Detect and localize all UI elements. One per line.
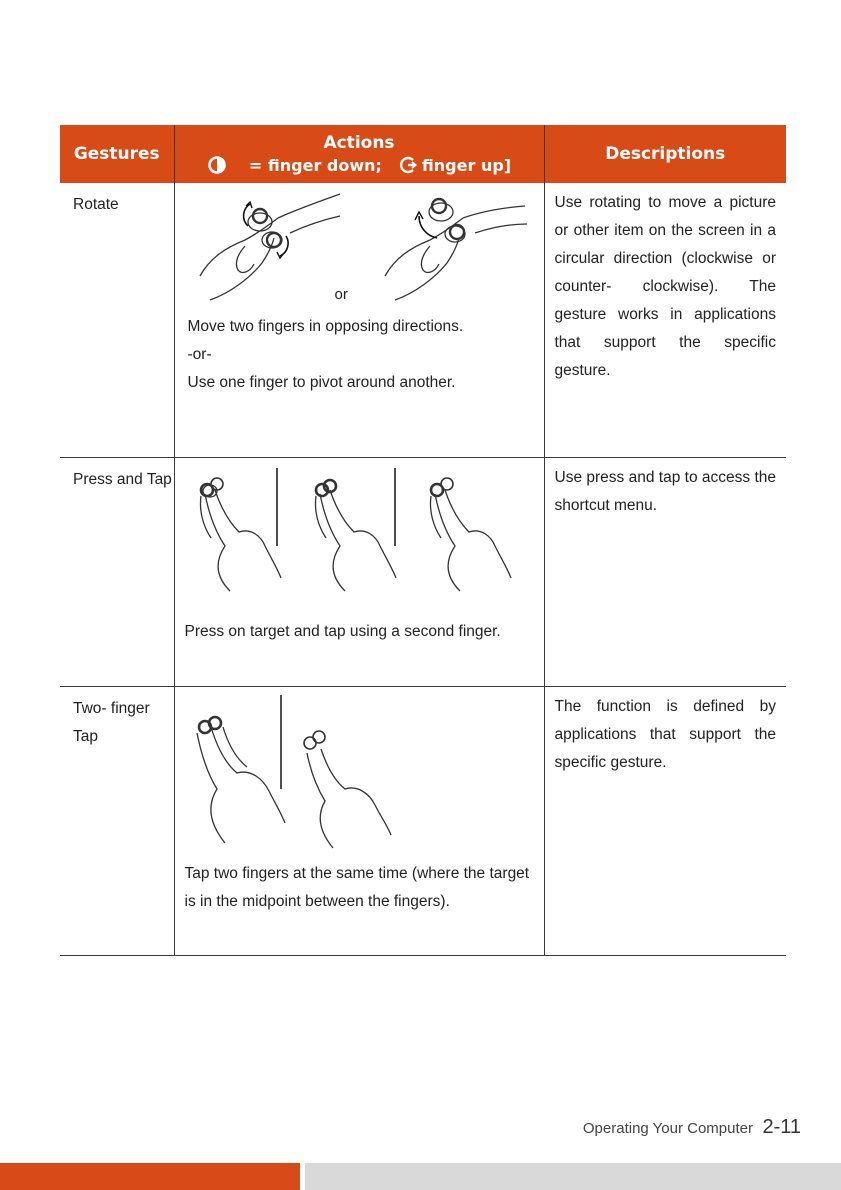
table-row (60, 687, 786, 956)
rotate-hand-pivot-icon (375, 188, 545, 313)
header-actions-title: Actions (323, 133, 395, 153)
actions-legend (175, 155, 544, 175)
action-cell (174, 458, 544, 687)
finger-up-icon (398, 155, 418, 175)
header-actions (174, 125, 544, 183)
table-row (60, 458, 786, 687)
footer-accent-bar (0, 1163, 300, 1190)
or-label: or (334, 286, 348, 303)
action-text: Press on target and tap using a second finger. (184, 623, 501, 640)
footer-gray-bar (305, 1163, 841, 1190)
action-cell (174, 183, 544, 458)
legend-finger-up: finger up] (421, 155, 512, 175)
footer-section-title: Operating Your Computer (582, 1120, 753, 1137)
header-row (60, 125, 786, 183)
gesture-description: Use rotating to move a picture or other item on the screen in a circular direction (clockwise or counter- clockwise). The gesture works in applications that support the specific gesture. (544, 183, 786, 458)
header-descriptions: Descriptions (544, 125, 786, 183)
two-finger-tap-illustration-icon (185, 693, 435, 858)
gesture-table (60, 125, 786, 956)
gesture-description: The function is defined by applications that support the specific gesture. (544, 687, 786, 956)
footer-page-number: 2-11 (762, 1116, 801, 1138)
header-gestures: Gestures (60, 125, 174, 183)
action-cell (174, 687, 544, 956)
action-line: -or- (187, 346, 212, 363)
table-row (60, 183, 786, 458)
gesture-name: Rotate (60, 183, 174, 458)
rotate-illustration (185, 183, 534, 313)
gesture-name: Two- finger Tap (60, 687, 174, 956)
press-and-tap-illustration-icon (185, 466, 535, 614)
action-line: Move two fingers in opposing directions. (187, 318, 464, 335)
gesture-description: Use press and tap to access the shortcut menu. (544, 458, 786, 687)
finger-down-icon (207, 155, 227, 175)
legend-finger-down: = finger down; (248, 155, 382, 175)
action-line: Use one finger to pivot around another. (187, 374, 456, 391)
gesture-name: Press and Tap (60, 458, 174, 687)
action-text: Tap two fingers at the same time (where the target is in the midpoint between the fingers). (184, 865, 530, 910)
